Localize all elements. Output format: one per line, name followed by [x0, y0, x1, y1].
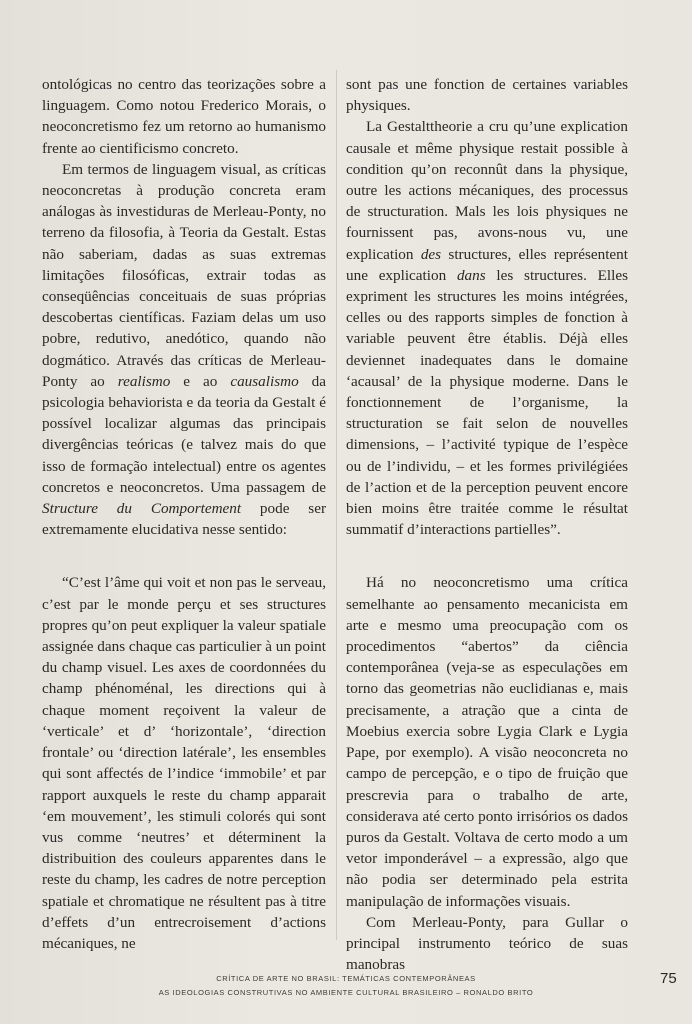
text-span: da psicologia behaviorista e da teoria da Gestalt é possível localizar algumas das principais divergências teóricas (e talvez mais do que isso de formação intelectual) entre os agentes concretos e neoconcretos. Uma passagem de — [42, 372, 326, 496]
italic-term: realismo — [117, 372, 171, 390]
column-divider — [336, 70, 337, 940]
italic-term: dans — [456, 266, 486, 284]
page-footer — [0, 972, 692, 1000]
page-number: 75 — [660, 970, 677, 987]
text-span: La Gestalttheorie a cru qu’une explication causale et même physique restait possible à condition qu’on reconnût dans la physique, outre les actions mécaniques, des processus de structuration. Mals les lois physiques ne fournissent pas, avons-nous vu, une explication — [346, 118, 628, 263]
left-column — [42, 74, 326, 954]
paragraph: ontológicas no centro das teorizações sobre a linguagem. Como notou Frederico Morais, o neoconcretismo fez um retorno ao humanismo frente ao cientificismo concreto. — [42, 76, 326, 157]
text-span: e ao — [170, 372, 231, 390]
paragraph — [42, 159, 326, 541]
paragraph — [346, 116, 628, 540]
text-span: Em termos de linguagem visual, as críticas neoconcretas à produção concreta eram análogas às investiduras de Merleau-Ponty, no terreno da filosofia, à Teoria da Gestalt. Estas não saberiam, dadas as suas extremas limitações filosóficas, extrair todas as conseqüências conceituais de suas próprias descobertas científicas. Faziam delas um uso pobre, redutivo, anedótico, quando não dogmático. Através das críticas de Merleau-Ponty ao — [42, 160, 326, 390]
spacer — [42, 540, 326, 572]
italic-term: causalismo — [230, 372, 299, 390]
right-column — [346, 74, 628, 975]
paragraph: sont pas une fonction de certaines variables physiques. — [346, 76, 628, 115]
footer-chapter-title: AS IDEOLOGIAS CONSTRUTIVAS NO AMBIENTE CULTURAL BRASILEIRO – RONALDO BRITO — [158, 988, 534, 997]
italic-term: des — [420, 245, 442, 263]
book-title: Structure du Comportement — [42, 500, 242, 518]
block-quote: “C’est l’âme qui voit et non pas le serveau, c’est par le monde perçu et ses structures propres qu’on peut expliquer la valeur spatiale assignée dans chaque cas particulier à un point du champ visuel. Les axes de coordonnées du champ phénoménal, les directions qui à chaque moment reçoivent la valeur de ‘verticale’ et d’ ‘horizontale’, ‘direction frontale’ ou ‘direction latérale’, les ensembles qui sont affectés de l’indice ‘immobile’ et par rapport auxquels le reste du champ apparait ‘em mouvement’, les stimuli colorés qui sont vus comme ‘neutres’ et déterminent la distribuition des couleurs apparentes dans le reste du champ, les cadres de notre perception spatiale et chromatique ne résultent pas à titre d’effets d’un entrecroisement d’actions mécaniques, ne — [42, 574, 326, 952]
text-span: pode ser extremamente elucidativa nesse sentido: — [42, 500, 326, 539]
paragraph: Há no neoconcretismo uma crítica semelhante ao pensamento mecanicista em arte e mesmo uma preocupação com os procedimentos “abertos” da ciência contemporânea (veja-se as especulações em torno das geometrias não euclidianas e, mais precisamente, a atração que a cinta de Moebius exercia sobre Lygia Clark e Lygia Pape, por exemplo). A visão neoconcreta no campo de percepção, e o tipo de fruição que prescrevia para o trabalho de arte, considerava até certo ponto irrisórios os dados puros da Gestalt. Voltava de certo modo a um vetor imponderável – a expressão, algo que não podia ser determinado pela estrita manipulação de informações visuais. — [346, 574, 628, 910]
spacer — [346, 540, 628, 572]
text-span: structures, elles représentent une explication — [346, 245, 628, 284]
paragraph: Com Merleau-Ponty, para Gullar o principal instrumento teórico de suas manobras — [346, 913, 628, 974]
footer-book-title: CRÍTICA DE ARTE NO BRASIL: TEMÁTICAS CONTEMPORÂNEAS — [216, 974, 476, 983]
text-span: les structures. Elles expriment les structures les moins intégrées, celles ou des rapports simples de fonction à variable peuvent être établis. Déjà elles deviennet inadequates dans le domaine ‘acausal’ de la physique moderne. Dans le fonctionnement de l’organisme, la structuration se fait selon de nouvelles dimensions, – l’activité typique de l’espèce ou de l’individu, – et les formes privilégiées de l’action et de la perception peuvent encore bien moins être traitée comme le résultat summatif d’interactions partielles”. — [346, 266, 628, 539]
